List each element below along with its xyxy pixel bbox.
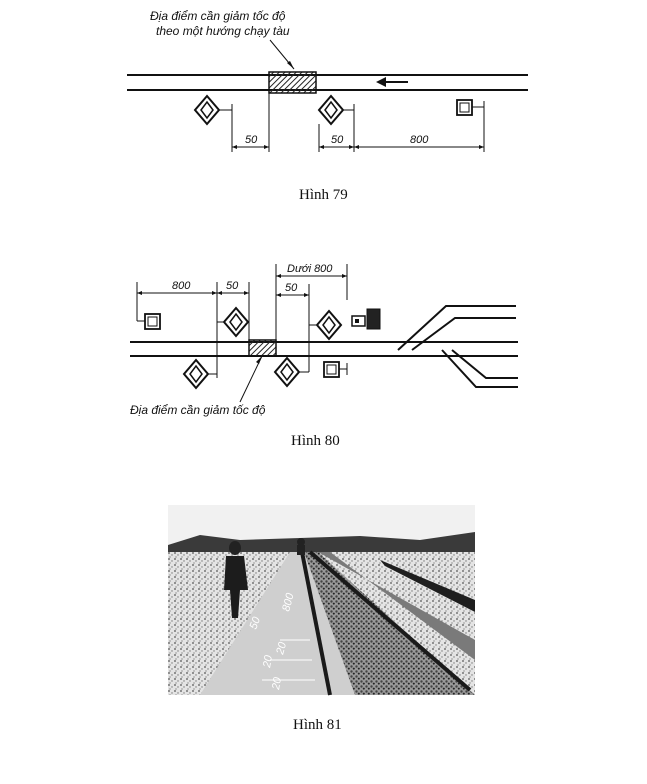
- fig80-diamond-sign-icon: [309, 311, 341, 339]
- photo-label-20a: 20: [274, 640, 290, 656]
- fig81-caption: Hình 81: [293, 717, 342, 733]
- fig80-dim-800: 800: [172, 280, 191, 292]
- fig80-note: Địa điểm cần giảm tốc độ: [130, 403, 266, 417]
- fig80-dim-50-right: 50: [285, 282, 298, 294]
- fig80-dim-under-800: Dưới 800: [287, 263, 333, 275]
- photo-label-20c: 20: [270, 676, 285, 691]
- fig80-square-sign-icon: [137, 314, 160, 329]
- photo-label-20b: 20: [261, 654, 276, 669]
- fig79-dim-50-mid: 50: [331, 134, 344, 146]
- photo-distant-figure: [297, 538, 305, 555]
- fig80-square-sign-icon: [324, 362, 347, 377]
- fig80-caption: Hình 80: [291, 433, 340, 449]
- fig79-diamond-sign-icon: [195, 96, 232, 124]
- fig79-square-sign-icon: [457, 100, 484, 115]
- fig80-leader-arrowhead: [256, 356, 262, 364]
- fig79-note-line2: theo một hướng chạy tàu: [156, 24, 290, 38]
- photo-label-50: 50: [247, 615, 264, 632]
- figure-80: [130, 263, 518, 449]
- fig80-signal-box-icon: [352, 309, 380, 329]
- fig79-dim-800: 800: [410, 134, 429, 146]
- direction-arrow-icon: [376, 77, 408, 87]
- fig79-diamond-sign-icon: [319, 96, 354, 124]
- fig80-diamond-sign-icon: [184, 360, 217, 388]
- fig79-note-line1: Địa điểm cần giảm tốc độ: [150, 9, 286, 23]
- figure-81-photo: [168, 505, 475, 733]
- fig80-diamond-sign-icon: [217, 308, 248, 336]
- fig79-dimension-lines: [232, 93, 484, 152]
- fig80-dim-50-left: 50: [226, 280, 239, 292]
- fig80-diamond-sign-icon: [275, 358, 309, 386]
- fig79-caption: Hình 79: [299, 187, 348, 203]
- fig80-switch-tracks: [398, 306, 518, 387]
- fig79-slow-zone: [269, 72, 316, 93]
- fig80-slow-zone: [249, 340, 276, 356]
- photo-label-800: 800: [280, 591, 297, 613]
- fig79-dim-50-left: 50: [245, 134, 258, 146]
- figure-79: [127, 9, 528, 203]
